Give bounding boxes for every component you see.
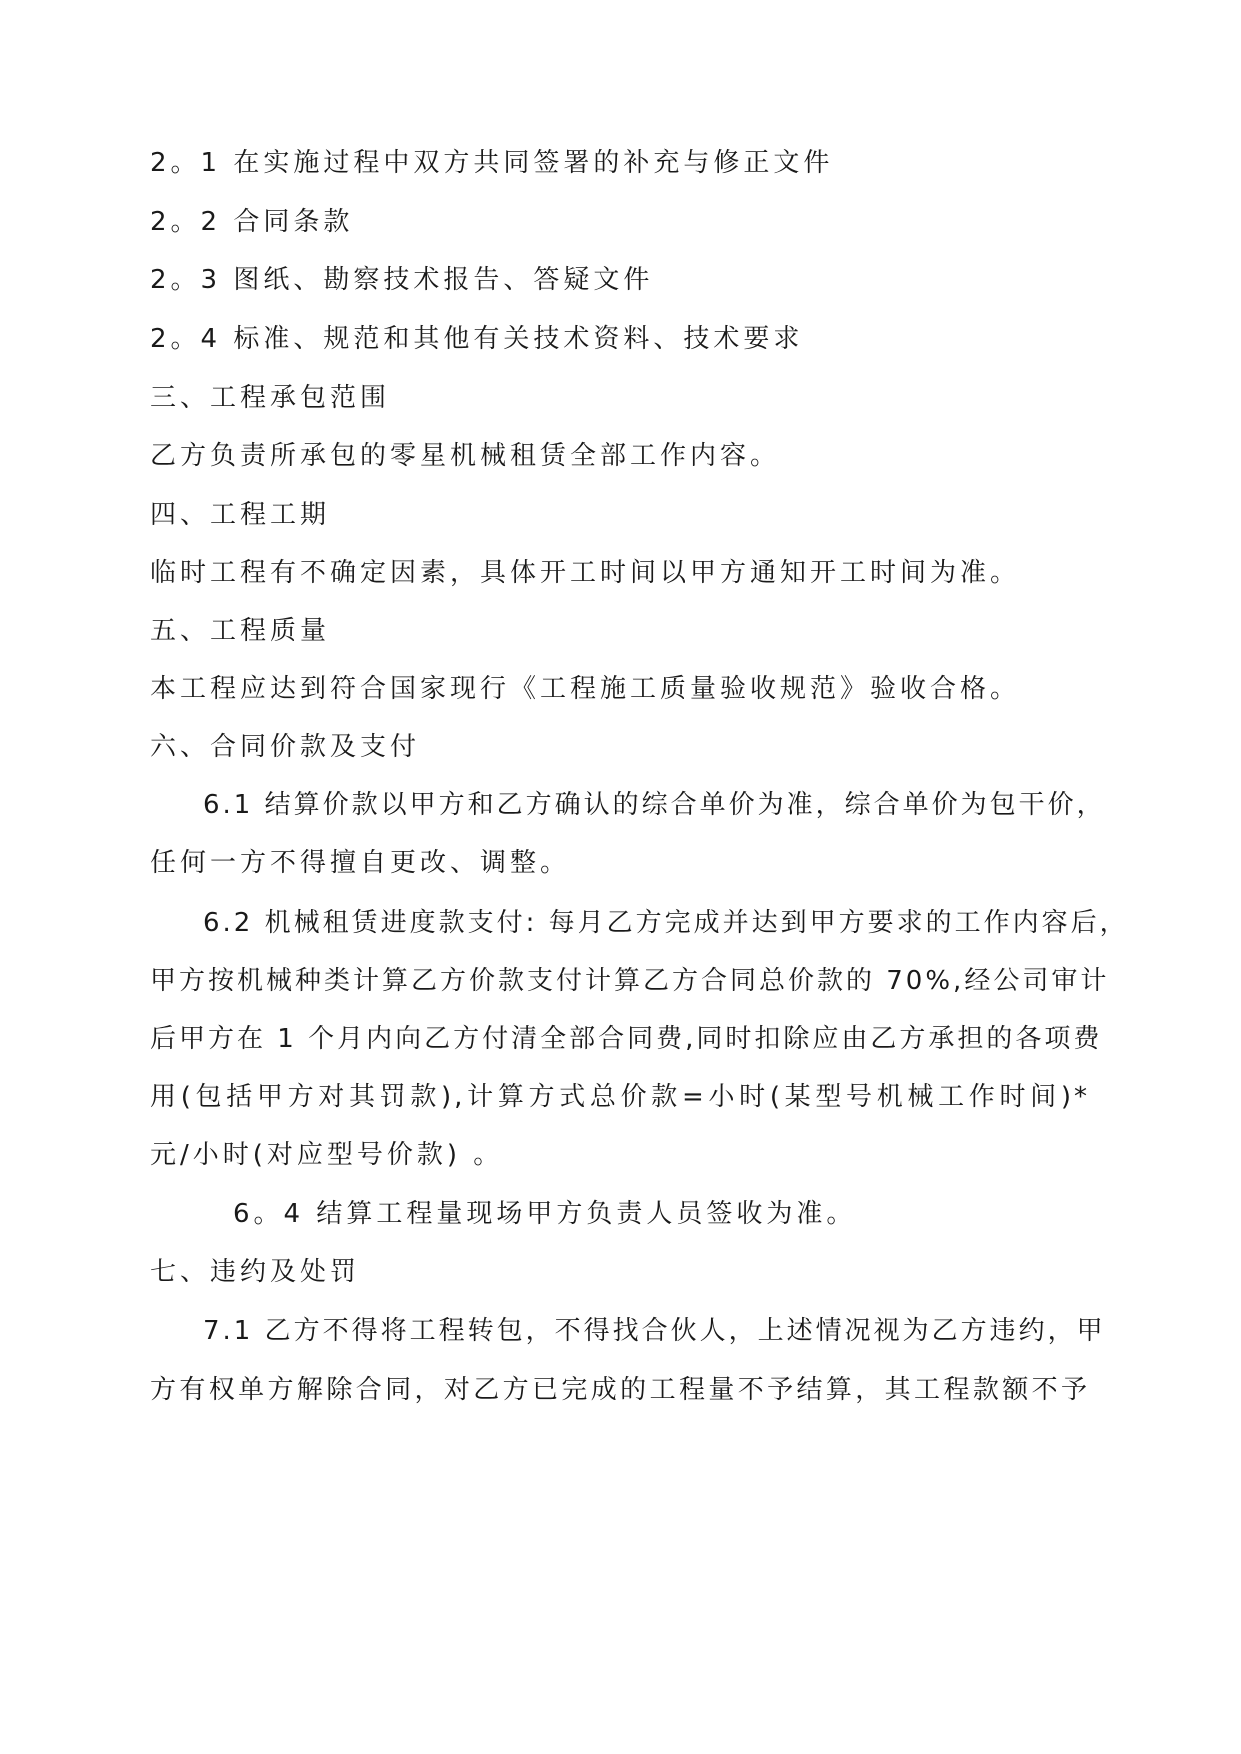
clause-6-2-line-2: 甲方按机械种类计算乙方价款支付计算乙方合同总价款的 70%,经公司审计 [150, 966, 1110, 996]
section-4-text: 临时工程有不确定因素，具体开工时间以甲方通知开工时间为准。 [150, 558, 1021, 588]
clause-2-3: 2。3 图纸、勘察技术报告、答疑文件 [150, 265, 654, 295]
section-5-text: 本工程应达到符合国家现行《工程施工质量验收规范》验收合格。 [150, 674, 1021, 704]
clause-2-2: 2。2 合同条款 [150, 207, 354, 237]
clause-7-1-line-1: 7.1 乙方不得将工程转包，不得找合伙人，上述情况视为乙方违约，甲 [203, 1316, 1106, 1346]
clause-6-2-line-5: 元/小时(对应型号价款) 。 [150, 1140, 504, 1170]
clause-6-4: 6。4 结算工程量现场甲方负责人员签收为准。 [233, 1199, 857, 1229]
clause-2-1: 2。1 在实施过程中双方共同签署的补充与修正文件 [150, 148, 834, 178]
clause-2-4: 2。4 标准、规范和其他有关技术资料、技术要求 [150, 324, 804, 354]
section-3-text: 乙方负责所承包的零星机械租赁全部工作内容。 [150, 441, 781, 471]
section-heading-5: 五、工程质量 [150, 616, 331, 646]
section-heading-3: 三、工程承包范围 [150, 383, 391, 413]
clause-6-2-line-3: 后甲方在 1 个月内向乙方付清全部合同费,同时扣除应由乙方承担的各项费 [150, 1024, 1103, 1054]
section-heading-6: 六、合同价款及支付 [150, 732, 421, 762]
clause-6-1-line-1: 6.1 结算价款以甲方和乙方确认的综合单价为准，综合单价为包干价， [203, 790, 1106, 820]
clause-6-2-line-4: 用(包括甲方对其罚款),计算方式总价款=小时(某型号机械工作时间)* [150, 1082, 1090, 1112]
section-heading-7: 七、违约及处罚 [150, 1257, 361, 1287]
clause-6-2-line-1: 6.2 机械租赁进度款支付: 每月乙方完成并达到甲方要求的工作内容后， [203, 908, 1129, 938]
clause-6-1-line-2: 任何一方不得擅自更改、调整。 [150, 848, 571, 878]
section-heading-4: 四、工程工期 [150, 500, 331, 530]
clause-7-1-line-2: 方有权单方解除合同，对乙方已完成的工程量不予结算，其工程款额不予 [150, 1375, 1090, 1405]
